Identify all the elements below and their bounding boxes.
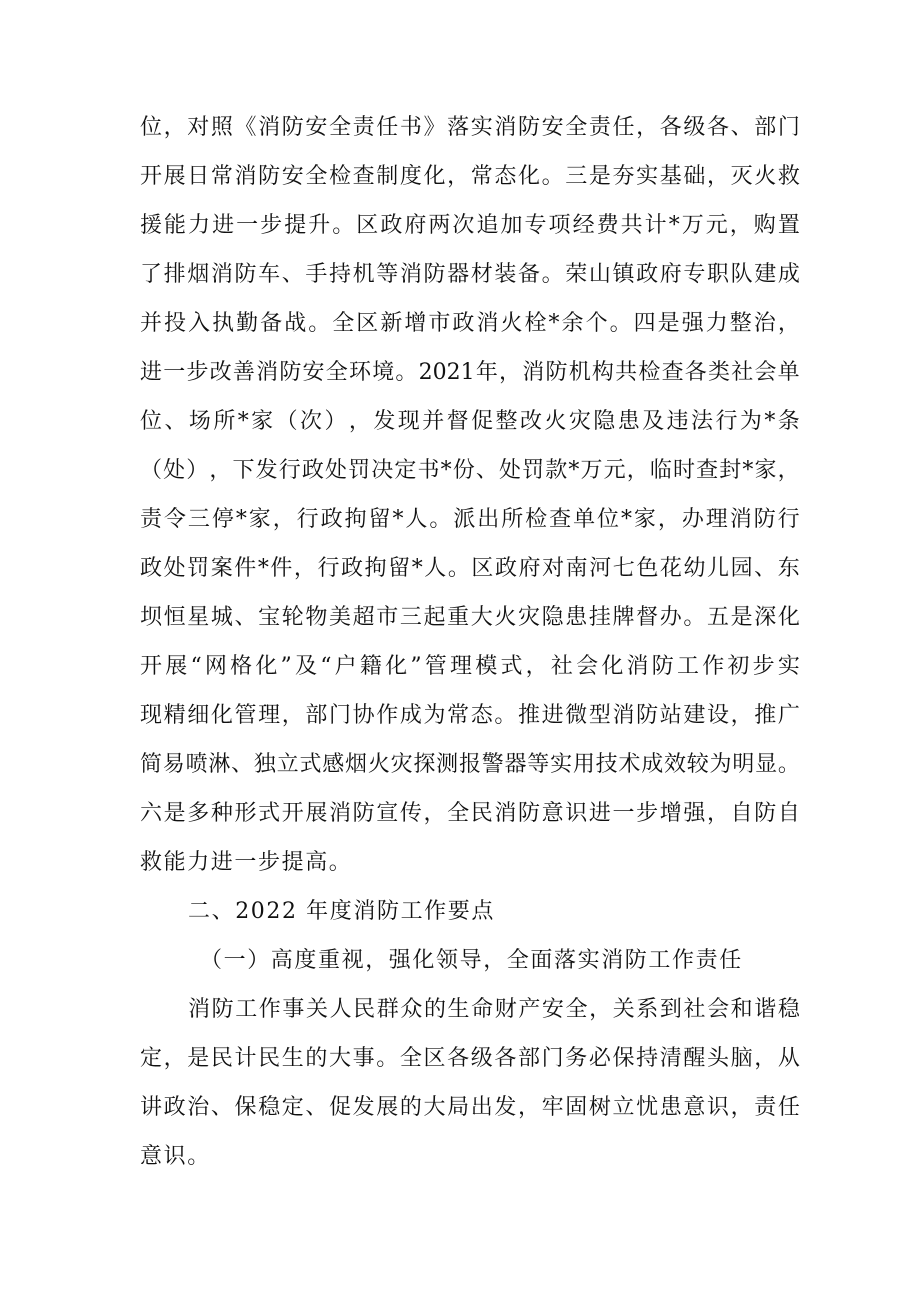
text-line: 开 展 日 常 消 防 安 全 检 查 制 度 化 ， 常 态 化 。 三 是 夯 实 基 础 ， 灭 火 救 <box>140 164 800 189</box>
text-line: 救能力进一步提高。 <box>140 850 353 875</box>
text-line: 意识。 <box>140 1144 211 1169</box>
text-line: 现 精 细 化 管 理 ， 部 门 协 作 成 为 常 态 。 推 进 微 型 消 防 站 建 设 ， 推 广 <box>140 703 800 728</box>
text-line: 进 一 步 改 善 消 防 安 全 环 境 。 2021 年 ， 消 防 机 构 共 检 查 各 类 社 会 单 <box>140 360 800 385</box>
text-line: 政 处 罚 案 件 * 件 ， 行 政 拘 留 * 人 。 区 政 府 对 南 河 七 色 花 幼 儿 园 、 东 <box>140 556 800 581</box>
text-line: 并 投 入 执 勤 备 战 。 全 区 新 增 市 政 消 火 栓 * 余 个 。 四 是 强 力 整 治 ， <box>140 311 800 336</box>
text-line: 讲 政 治 、 保 稳 定 、 促 发 展 的 大 局 出 发 ， 牢 固 树 立 忧 患 意 识 ， 责 任 <box>140 1095 800 1120</box>
text-line: 坝 恒 星 城 、 宝 轮 物 美 超 市 三 起 重 大 火 灾 隐 患 挂 牌 督 办 。 五 是 深 化 <box>140 605 800 630</box>
text-line: （ 处 ） ， 下 发 行 政 处 罚 决 定 书 * 份 、 处 罚 款 * 万 元 ， 临 时 查 封 * 家 ， <box>140 458 800 483</box>
sub-heading: （一）高度重视，强化领导，全面落实消防工作责任 <box>200 948 743 973</box>
text-line: 六 是 多 种 形 式 开 展 消 防 宣 传 ， 全 民 消 防 意 识 进 一 步 增 强 ， 自 防 自 <box>140 801 800 826</box>
text-line: 定 ， 是 民 计 民 生 的 大 事 。 全 区 各 级 各 部 门 务 必 保 持 清 醒 头 脑 ， 从 <box>140 1046 800 1071</box>
text-line: 援 能 力 进 一 步 提 升 。 区 政 府 两 次 追 加 专 项 经 费 共 计 * 万 元 ， 购 置 <box>140 213 800 238</box>
text-line: 了 排 烟 消 防 车 、 手 持 机 等 消 防 器 材 装 备 。 荣 山 镇 政 府 专 职 队 建 成 <box>140 262 800 287</box>
text-line: 简 易 喷 淋 、 独 立 式 感 烟 火 灾 探 测 报 警 器 等 实 用 技 术 成 效 较 为 明 显 。 <box>140 752 800 777</box>
text-line: 开 展 “ 网 格 化 ” 及 “ 户 籍 化 ” 管 理 模 式 ， 社 会 化 消 防 工 作 初 步 实 <box>140 654 800 679</box>
text-line: 消 防 工 作 事 关 人 民 群 众 的 生 命 财 产 安 全 ， 关 系 到 社 会 和 谐 稳 <box>188 997 800 1022</box>
section-heading: 二、2022 年度消防工作要点 <box>188 899 495 924</box>
text-line: 位 ， 对 照 《 消 防 安 全 责 任 书 》 落 实 消 防 安 全 责 任 ， 各 级 各 、 部 门 <box>140 115 800 140</box>
text-line: 位 、 场 所 * 家 （ 次 ） ， 发 现 并 督 促 整 改 火 灾 隐 患 及 违 法 行 为 * 条 <box>140 409 800 434</box>
text-line: 责 令 三 停 * 家 ， 行 政 拘 留 * 人 。 派 出 所 检 查 单 位 * 家 ， 办 理 消 防 行 <box>140 507 800 532</box>
